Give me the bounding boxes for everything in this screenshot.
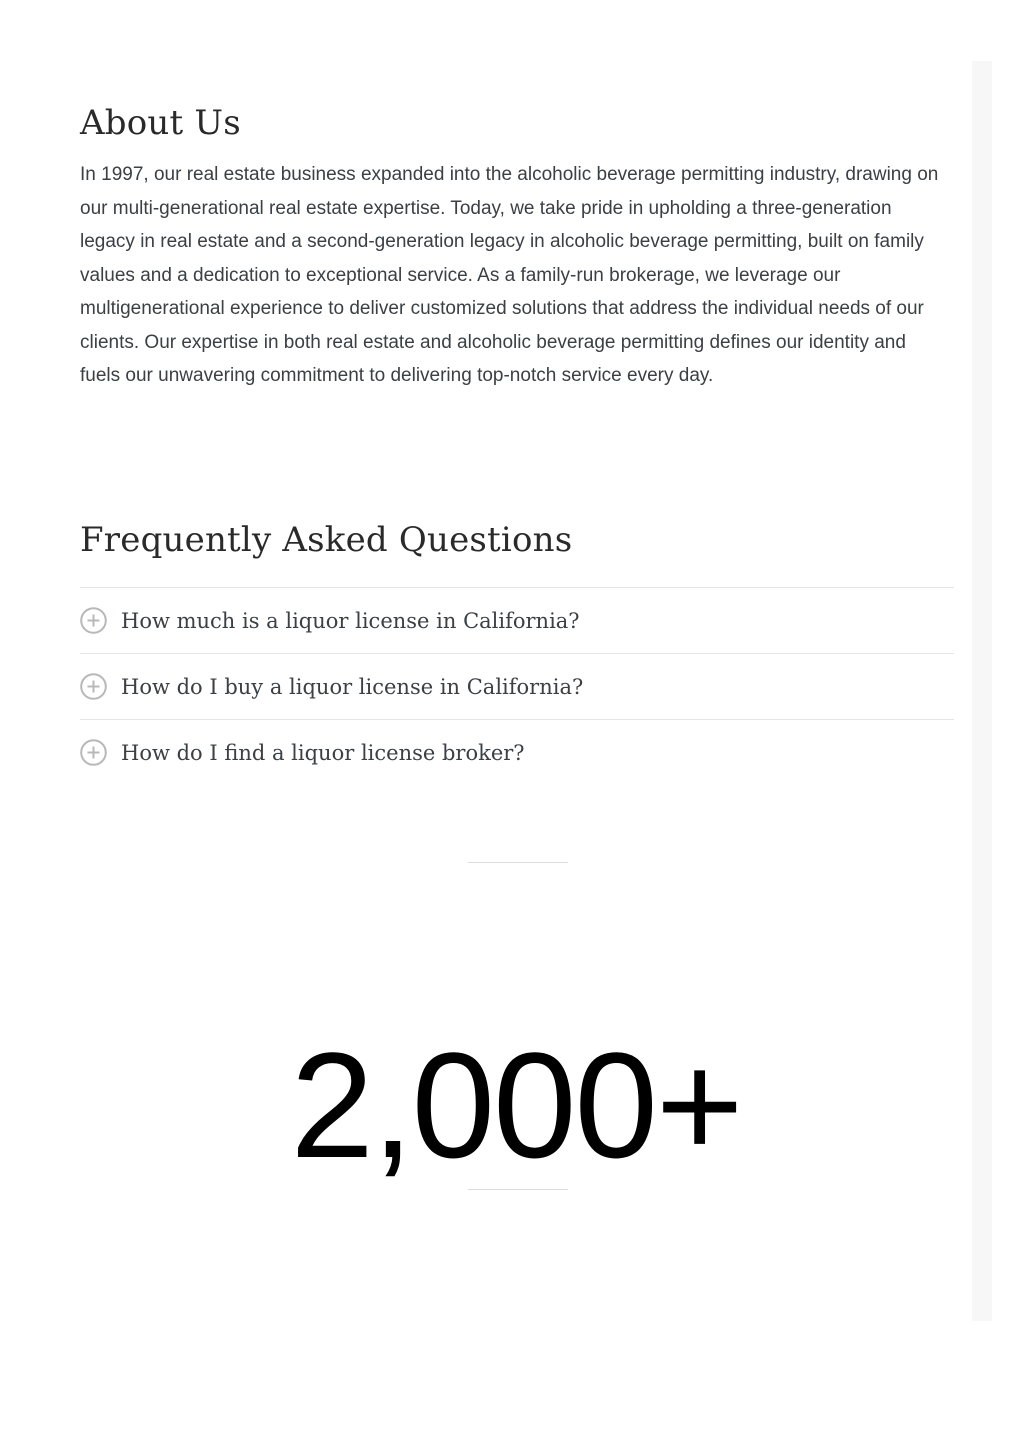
plus-circle-icon[interactable] (80, 673, 107, 700)
stat-counter: 2,000+ (290, 1021, 742, 1189)
faq-question[interactable]: How much is a liquor license in California? (121, 608, 580, 633)
about-us-heading: About Us (80, 103, 241, 143)
faq-question[interactable]: How do I find a liquor license broker? (121, 740, 525, 765)
about-us-paragraph: In 1997, our real estate business expanded into the alcoholic beverage permitting industry, drawing on our multi-generational real estate expertise. Today, we take pride in upholding a three-generation legacy in real estate and a second-generation legacy in alcoholic beverage permitting, built on family values and a dedication to exceptional service. As a family-run brokerage, we leverage our multigenerational experience to deliver customized solutions that address the individual needs of our clients. Our expertise in both real estate and alcoholic beverage permitting defines our identity and fuels our unwavering commitment to delivering top-notch service every day. (80, 164, 939, 386)
plus-circle-icon[interactable] (80, 607, 107, 634)
faq-heading: Frequently Asked Questions (80, 520, 573, 560)
faq-item[interactable] (80, 654, 954, 720)
stat-divider-top (468, 862, 568, 863)
faq-item[interactable] (80, 588, 954, 654)
faq-question[interactable]: How do I buy a liquor license in California? (121, 674, 584, 699)
faq-accordion (80, 587, 954, 785)
plus-circle-icon[interactable] (80, 739, 107, 766)
stat-divider-bottom (468, 1189, 568, 1190)
faq-item[interactable] (80, 720, 954, 785)
